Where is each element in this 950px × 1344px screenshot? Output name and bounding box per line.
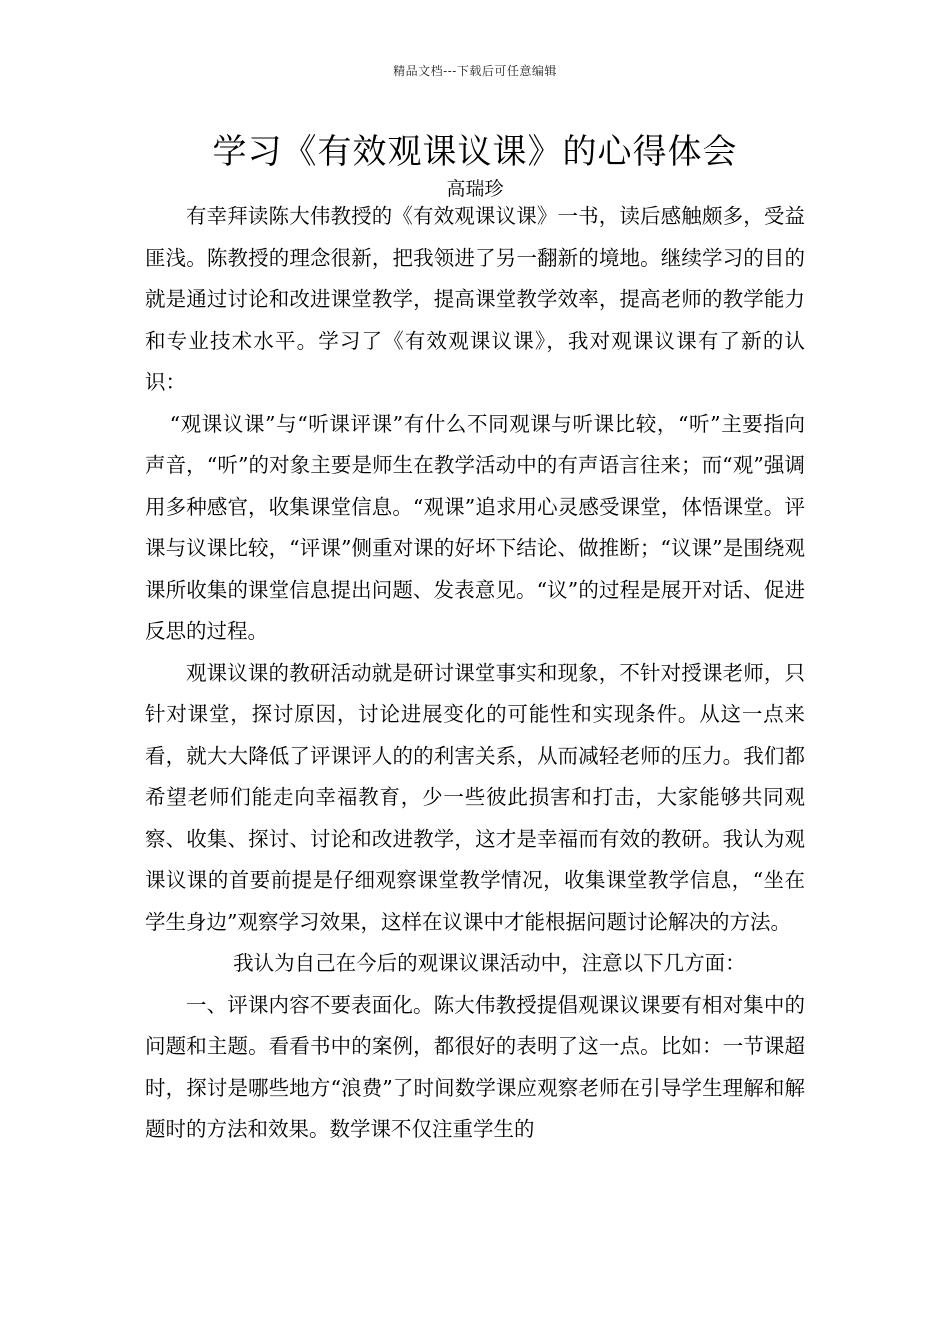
paragraph-aspects-intro: 我认为自己在今后的观课议课活动中，注意以下几方面： [233,951,746,975]
paragraph-comparison: “观课议课”与“听课评课”有什么不同观课与听课比较，“听”主要指向声音，“听”的对象主要是师生在教学活动中的有声语言往来；而“观”强调用多种感官，收集课堂信息。“观课”追求用心灵感受课堂，体悟课堂。评课与议课比较，“评课”侧重对课的好坏下结论、做推断；“议课”是围绕观课所收集的课堂信息提出问题、发表意见。“议”的过程是展开对话、促进反思的过程。 [145,411,805,643]
document-body [145,196,805,1151]
author-name: 高瑞珍 [446,178,504,200]
paragraph-intro: 有幸拜读陈大伟教授的《有效观课议课》一书，读后感触颇多，受益匪浅。陈教授的理念很新，把我领进了另一翻新的境地。继续学习的目的就是通过讨论和改进课堂教学，提高课堂教学效率，提高老师的教学能力和专业技术水平。学习了《有效观课议课》，我对观课议课有了新的认识： [145,204,805,394]
header-note: 精品文档---下载后可任意编辑 [393,64,557,78]
paragraph-research: 观课议课的教研活动就是研讨课堂事实和现象，不针对授课老师，只针对课堂，探讨原因，讨论进展变化的可能性和实现条件。从这一点来看，就大大降低了评课评人的的利害关系，从而减轻老师的压力。我们都希望老师们能走向幸福教育，少一些彼此损害和打击，大家能够共同观察、收集、探讨、讨论和改进教学，这才是幸福而有效的教研。我认为观课议课的首要前提是仔细观察课堂教学情况，收集课堂教学信息，“坐在学生身边”观察学习效果，这样在议课中才能根据问题讨论解决的方法。 [145,660,805,934]
document-title: 学习《有效观课议课》的心得体会 [212,132,738,172]
paragraph-point-one: 一、评课内容不要表面化。陈大伟教授提倡观课议课要有相对集中的问题和主题。看看书中的案例，都很好的表明了这一点。比如：一节课超时，探讨是哪些地方“浪费”了时间数学课应观察老师在引导学生理解和解题时的方法和效果。数学课不仅注重学生的 [145,992,805,1141]
